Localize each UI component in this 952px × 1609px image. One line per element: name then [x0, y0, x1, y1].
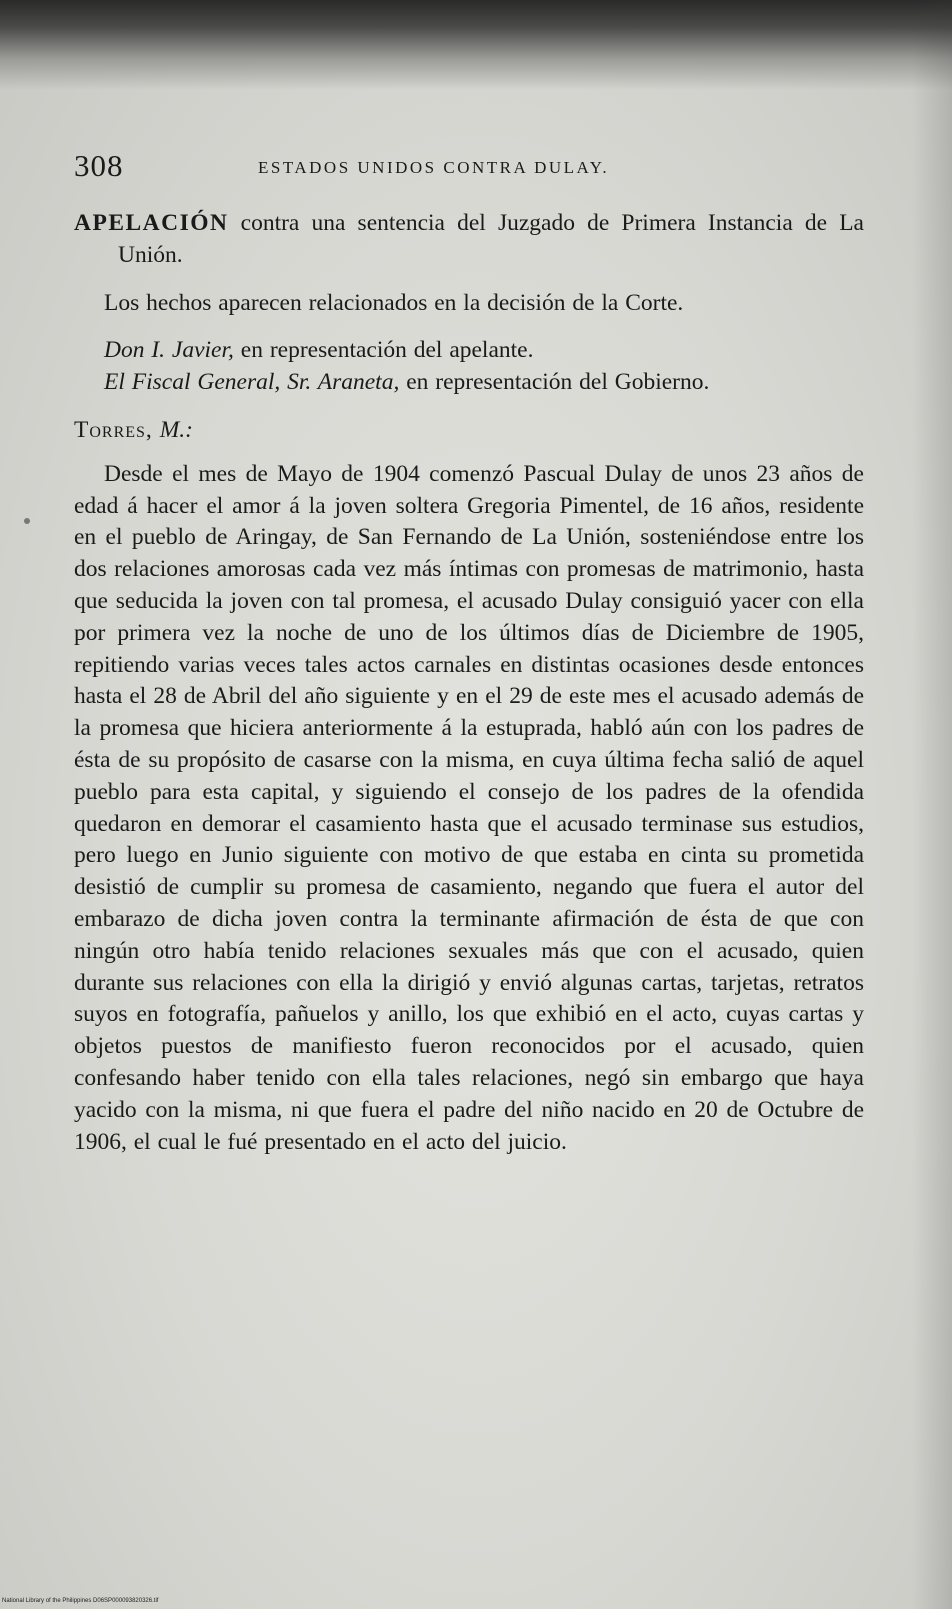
justice-heading — [74, 415, 864, 447]
appeal-rest: contra una sentencia del Juzgado de Primera Instancia de La Unión. — [118, 210, 864, 268]
justice-name: Torres, — [74, 416, 153, 443]
body-text — [74, 208, 864, 1158]
facts-paragraph: Los hechos aparecen relacionados en la decisión de la Corte. — [104, 289, 684, 316]
counsel-government-name: El Fiscal General, Sr. Araneta, — [104, 369, 400, 396]
opinion-paragraph: Desde el mes de Mayo de 1904 comenzó Pascual Dulay de unos 23 años de edad á hacer el amor á la joven soltera Gregoria Pimentel, de 16 años, residente en el pueblo de Aringay, de San Fernando de La Unión, sosteniéndose entre los dos relaciones amorosas cada vez más íntimas con promesas de matrimonio, hasta que seducida la joven con tal promesa, el acusado Dulay consiguió yacer con ella por primera vez la noche de uno de los últimos días de Diciembre de 1905, repitiendo varias veces tales actos carnales en distintas ocasiones desde entonces hasta el 28 de Abril del año siguiente y en el 29 de este mes el acusado además de la promesa que hiciera anteriormente á la estuprada, habló aún con los padres de ésta de su propósito de casarse con la misma, en cuya última fecha salió de aquel pueblo para esta capital, y siguiendo el consejo de los padres de la ofendida quedaron en demorar el casamiento hasta que el acusado terminase sus estudios, pero luego en Junio siguiente con motivo de que estaba en cinta su prometida desistió de cumplir su promesa de casamiento, negando que fuera el autor del embarazo de dicha joven contra la terminante afirmación de ésta de que con ningún otro había tenido relaciones sexuales más que con el acusado, quien durante sus relaciones con ella la dirigió y envió algunas cartas, tarjetas, retratos suyos en fotografía, pañuelos y anillo, los que exhibió en el acto, cuyas cartas y objetos puestos de manifiesto fueron reconocidos por el acusado, quien confesando haber tenido con ella tales relaciones, negó sin embargo que haya yacido con la misma, ni que fuera el padre del niño nacido en 20 de Octubre de 1906, el cual le fué presentado en el acto del juicio. — [74, 460, 864, 1155]
page-header — [74, 148, 874, 188]
running-head: ESTADOS UNIDOS CONTRA DULAY. — [258, 158, 610, 177]
counsel-appellant — [74, 335, 864, 367]
appeal-lead: APELACIÓN — [74, 210, 229, 236]
margin-mark — [24, 518, 30, 524]
counsel-government-role: en representación del Gobierno. — [399, 369, 710, 396]
justice-title: M.: — [152, 416, 193, 443]
counsel-appellant-name: Don I. Javier, — [104, 337, 234, 364]
scan-spine-shadow — [912, 0, 952, 1609]
page-number: 308 — [74, 148, 124, 183]
appeal-paragraph — [74, 208, 864, 272]
scan-top-shadow — [0, 0, 952, 90]
scan-credit: National Library of the Philippines D06SP000093820326.tif — [2, 1598, 159, 1604]
counsel-government — [74, 367, 864, 399]
counsel-appellant-role: en representación del apelante. — [233, 337, 534, 364]
